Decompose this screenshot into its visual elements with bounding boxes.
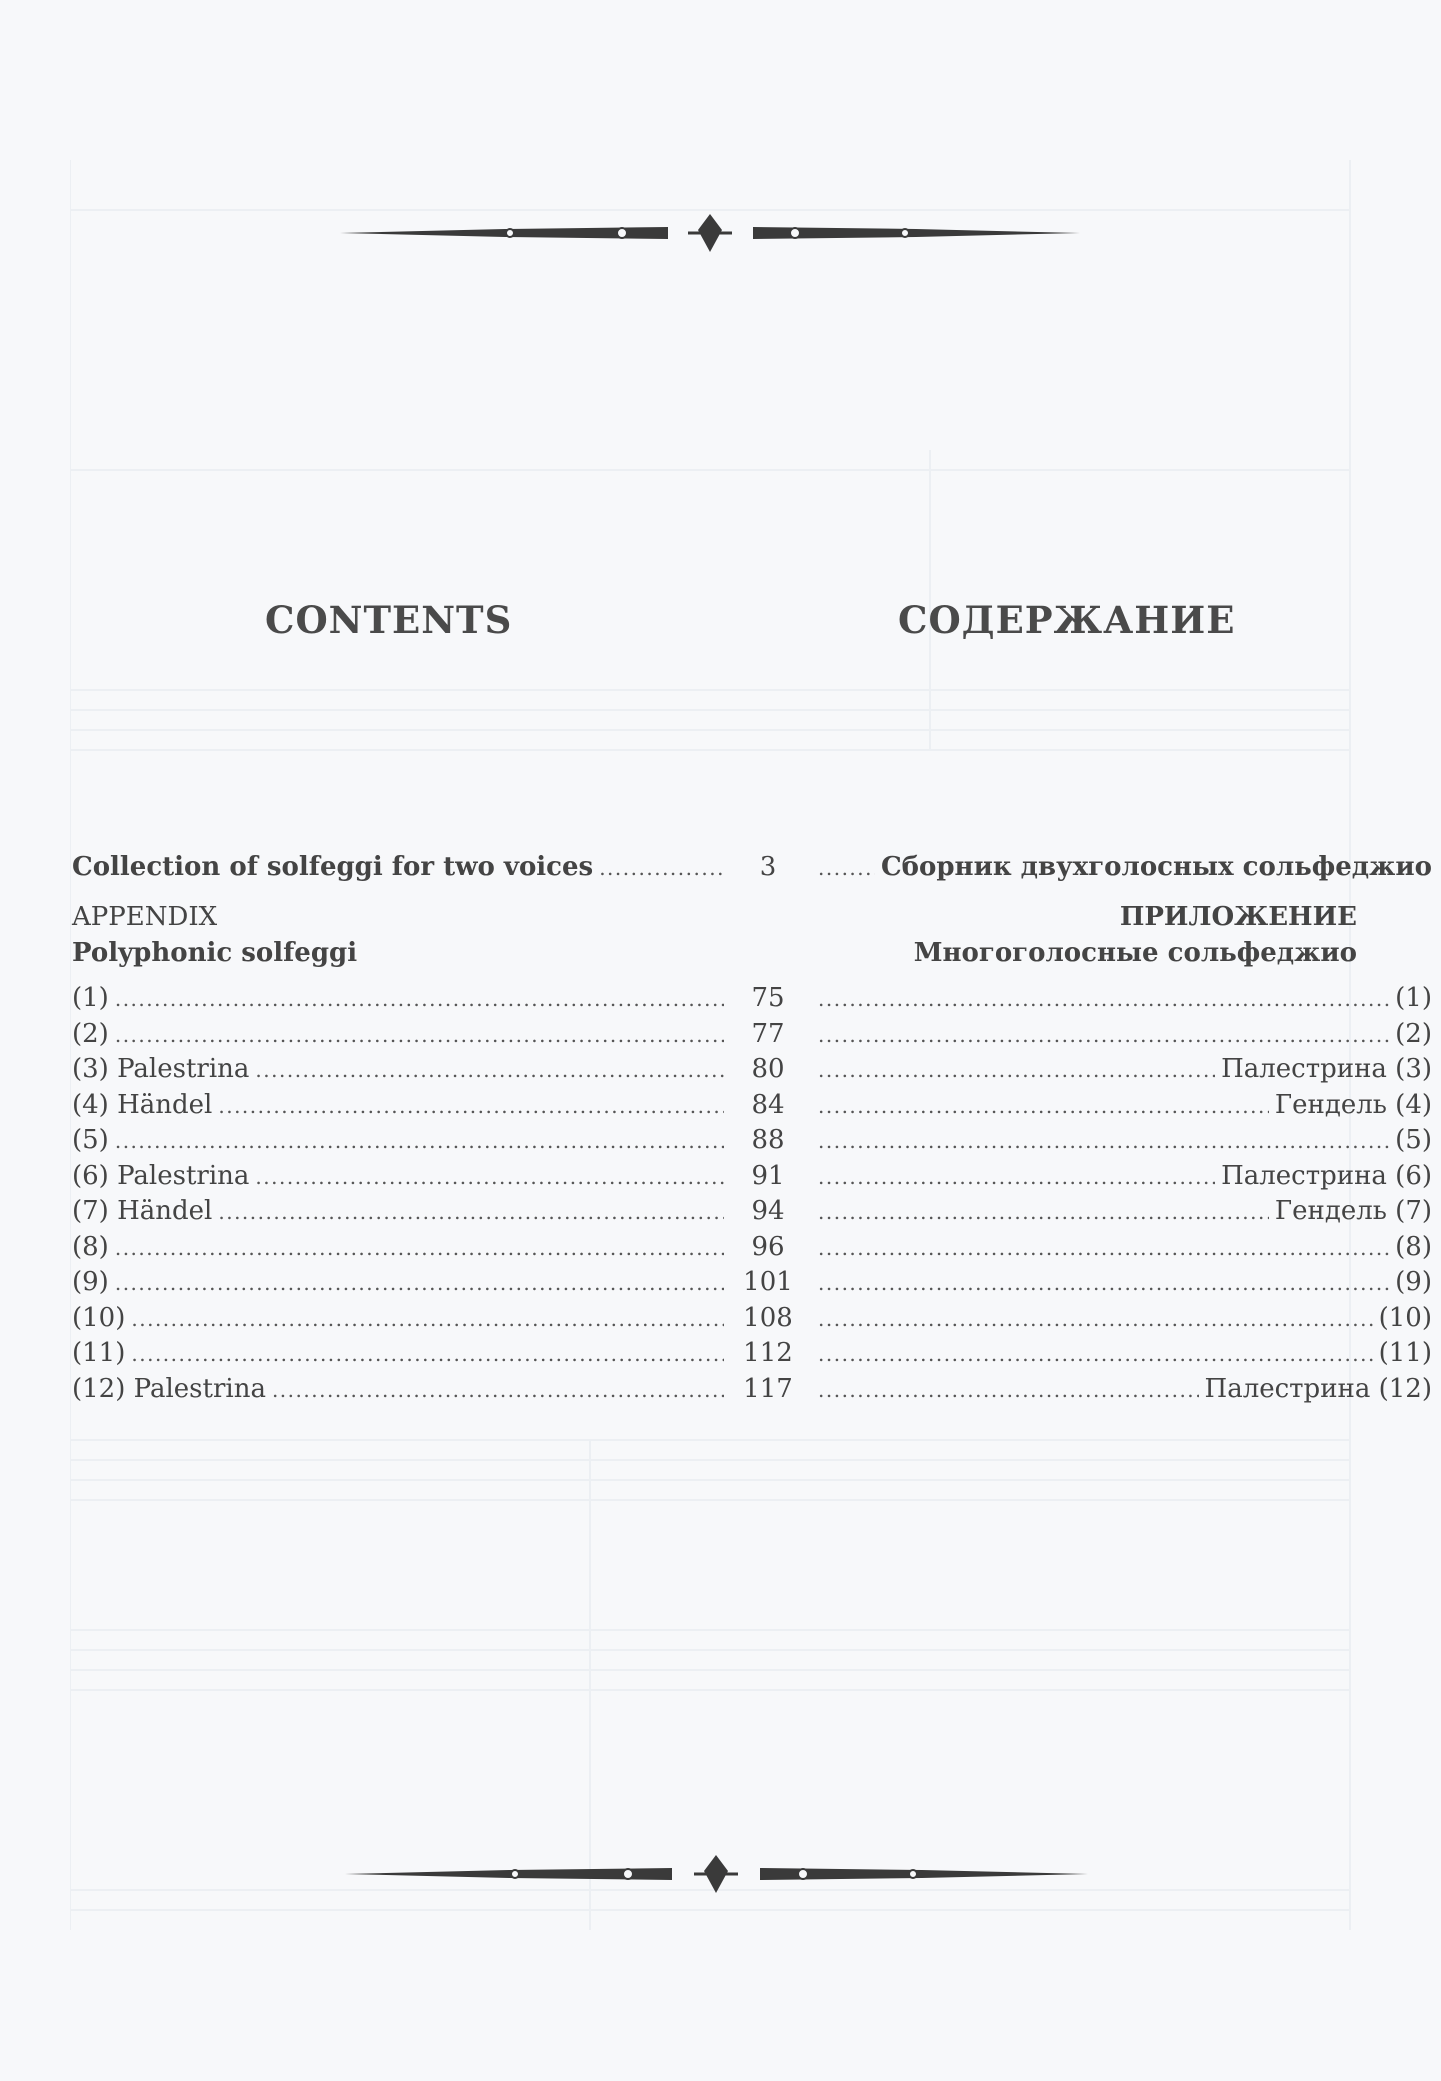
toc-row-collection[interactable] [72, 852, 1432, 888]
toc-entry-en: (6) Palestrina [72, 1160, 250, 1191]
toc-row[interactable] [72, 1125, 1432, 1161]
toc-right-cell [812, 1338, 1432, 1374]
toc-right-cell [812, 1303, 1432, 1339]
toc-right-cell [812, 1125, 1432, 1161]
leader-dots [131, 1342, 724, 1366]
top-ornament [0, 212, 1441, 252]
toc-page-number: 94 [751, 1196, 785, 1226]
leader-dots [818, 1200, 1269, 1224]
toc-left-cell [72, 1090, 730, 1126]
toc-row[interactable] [72, 1373, 1432, 1410]
toc-entry-en: (3) Palestrina [72, 1054, 250, 1084]
toc-left-cell [72, 1019, 730, 1055]
toc-row[interactable] [72, 1018, 1432, 1055]
leader-dots [218, 1200, 724, 1224]
toc-row[interactable] [72, 1338, 1432, 1374]
toc-right-cell [812, 983, 1432, 1019]
toc-page-number: 84 [751, 1089, 785, 1120]
toc-left-cell [72, 1374, 730, 1410]
toc-left-cell [72, 1232, 730, 1268]
toc-right-cell [812, 1019, 1432, 1055]
leader-dots [599, 856, 724, 880]
toc-right-cell [812, 1232, 1432, 1268]
toc-entry-en: (8) [72, 1231, 109, 1262]
toc-page-number: 108 [743, 1302, 793, 1333]
toc-entry-ru: (9) [1395, 1267, 1432, 1297]
leader-dots [818, 1342, 1373, 1366]
appendix-title-ru: Многоголосные сольфеджио [913, 938, 1357, 968]
toc-entry-ru: Палестрина (3) [1221, 1054, 1432, 1084]
toc-page-number: 75 [751, 983, 785, 1013]
toc-row[interactable] [72, 1267, 1432, 1303]
bottom-ornament [0, 1853, 1441, 1893]
leader-dots [131, 1307, 724, 1331]
toc-entry-en: (10) [72, 1302, 126, 1333]
toc-entry-ru: (11) [1378, 1338, 1432, 1368]
leader-dots [818, 1094, 1269, 1118]
leader-dots [255, 1058, 724, 1082]
leader-dots [818, 1129, 1389, 1153]
toc-left-cell [72, 1267, 730, 1303]
contents-heading-en: CONTENTS [265, 598, 513, 642]
leader-dots [818, 1165, 1215, 1189]
toc-page-number: 91 [751, 1160, 785, 1191]
toc-row[interactable] [72, 1089, 1432, 1126]
toc-entry-ru: Гендель (7) [1274, 1196, 1432, 1226]
toc-entry-ru: Сборник двухголосных сольфеджио [880, 852, 1432, 882]
leader-dots [818, 1058, 1215, 1082]
toc-right-cell [812, 852, 1432, 888]
leader-dots [115, 1271, 724, 1295]
leader-dots [818, 1236, 1389, 1260]
toc-entry-en: (1) [72, 983, 109, 1013]
toc-right-cell [812, 1161, 1432, 1197]
toc-right-cell [812, 1267, 1432, 1303]
leader-dots [818, 1271, 1389, 1295]
appendix-label-ru: ПРИЛОЖЕНИЕ [1119, 902, 1357, 932]
toc-page-number: 96 [751, 1231, 785, 1262]
toc-right-cell [812, 1196, 1432, 1232]
leader-dots [115, 1129, 724, 1153]
toc-entry-en: (4) Händel [72, 1089, 213, 1120]
leader-dots [818, 856, 875, 880]
toc-row[interactable] [72, 983, 1432, 1019]
leader-dots [255, 1165, 724, 1189]
leader-dots [818, 1378, 1199, 1402]
toc-page-number: 88 [751, 1125, 785, 1155]
toc-entry-en: (9) [72, 1267, 109, 1297]
toc-row[interactable] [72, 1160, 1432, 1197]
leader-dots [218, 1094, 724, 1118]
toc-left-cell [72, 1338, 730, 1374]
toc-entry-en: (5) [72, 1125, 109, 1155]
toc-entry-ru: (5) [1395, 1125, 1432, 1155]
toc-entry-ru: Палестрина (6) [1221, 1160, 1432, 1191]
leader-dots [272, 1378, 724, 1402]
toc-entry-en: (7) Händel [72, 1196, 213, 1226]
toc-right-cell [812, 1374, 1432, 1410]
toc-page-number: 112 [743, 1338, 793, 1368]
leader-dots [818, 1023, 1389, 1047]
toc-left-cell [72, 1125, 730, 1161]
toc-entry-ru: (10) [1378, 1302, 1432, 1333]
toc-entry-en: Collection of solfeggi for two voices [72, 852, 594, 882]
leader-dots [115, 1023, 724, 1047]
toc-entry-ru: Гендель (4) [1274, 1089, 1432, 1120]
contents-heading-ru: СОДЕРЖАНИЕ [898, 598, 1236, 642]
toc-right-cell [812, 1090, 1432, 1126]
toc-entry-en: (11) [72, 1338, 126, 1368]
toc-page-number: 77 [751, 1018, 785, 1049]
toc-entry-en: (2) [72, 1018, 109, 1049]
toc-page-number: 80 [751, 1054, 785, 1084]
leader-dots [818, 987, 1389, 1011]
toc-left-cell [72, 1054, 730, 1090]
toc-entry-ru: Палестрина (12) [1204, 1373, 1432, 1404]
toc-row[interactable] [72, 1054, 1432, 1090]
toc-left-cell [72, 1196, 730, 1232]
toc-page-number: 3 [759, 852, 777, 882]
leader-dots [115, 1236, 724, 1260]
toc-row[interactable] [72, 1302, 1432, 1339]
toc-page-number: 117 [743, 1373, 793, 1404]
toc-right-cell [812, 1054, 1432, 1090]
toc-page-number: 101 [743, 1267, 793, 1297]
toc-left-cell [72, 852, 730, 888]
toc-row[interactable] [72, 1196, 1432, 1232]
appendix-label-en: APPENDIX [72, 902, 218, 932]
toc-entry-ru: (2) [1395, 1018, 1432, 1049]
toc-entry-ru: (8) [1395, 1231, 1432, 1262]
toc-entry-en: (12) Palestrina [72, 1373, 266, 1404]
leader-dots [818, 1307, 1373, 1331]
toc-row[interactable] [72, 1231, 1432, 1268]
toc-left-cell [72, 983, 730, 1019]
leader-dots [115, 987, 724, 1011]
appendix-title-en: Polyphonic solfeggi [72, 938, 358, 968]
toc-entry-ru: (1) [1395, 983, 1432, 1013]
toc-left-cell [72, 1161, 730, 1197]
toc-left-cell [72, 1303, 730, 1339]
